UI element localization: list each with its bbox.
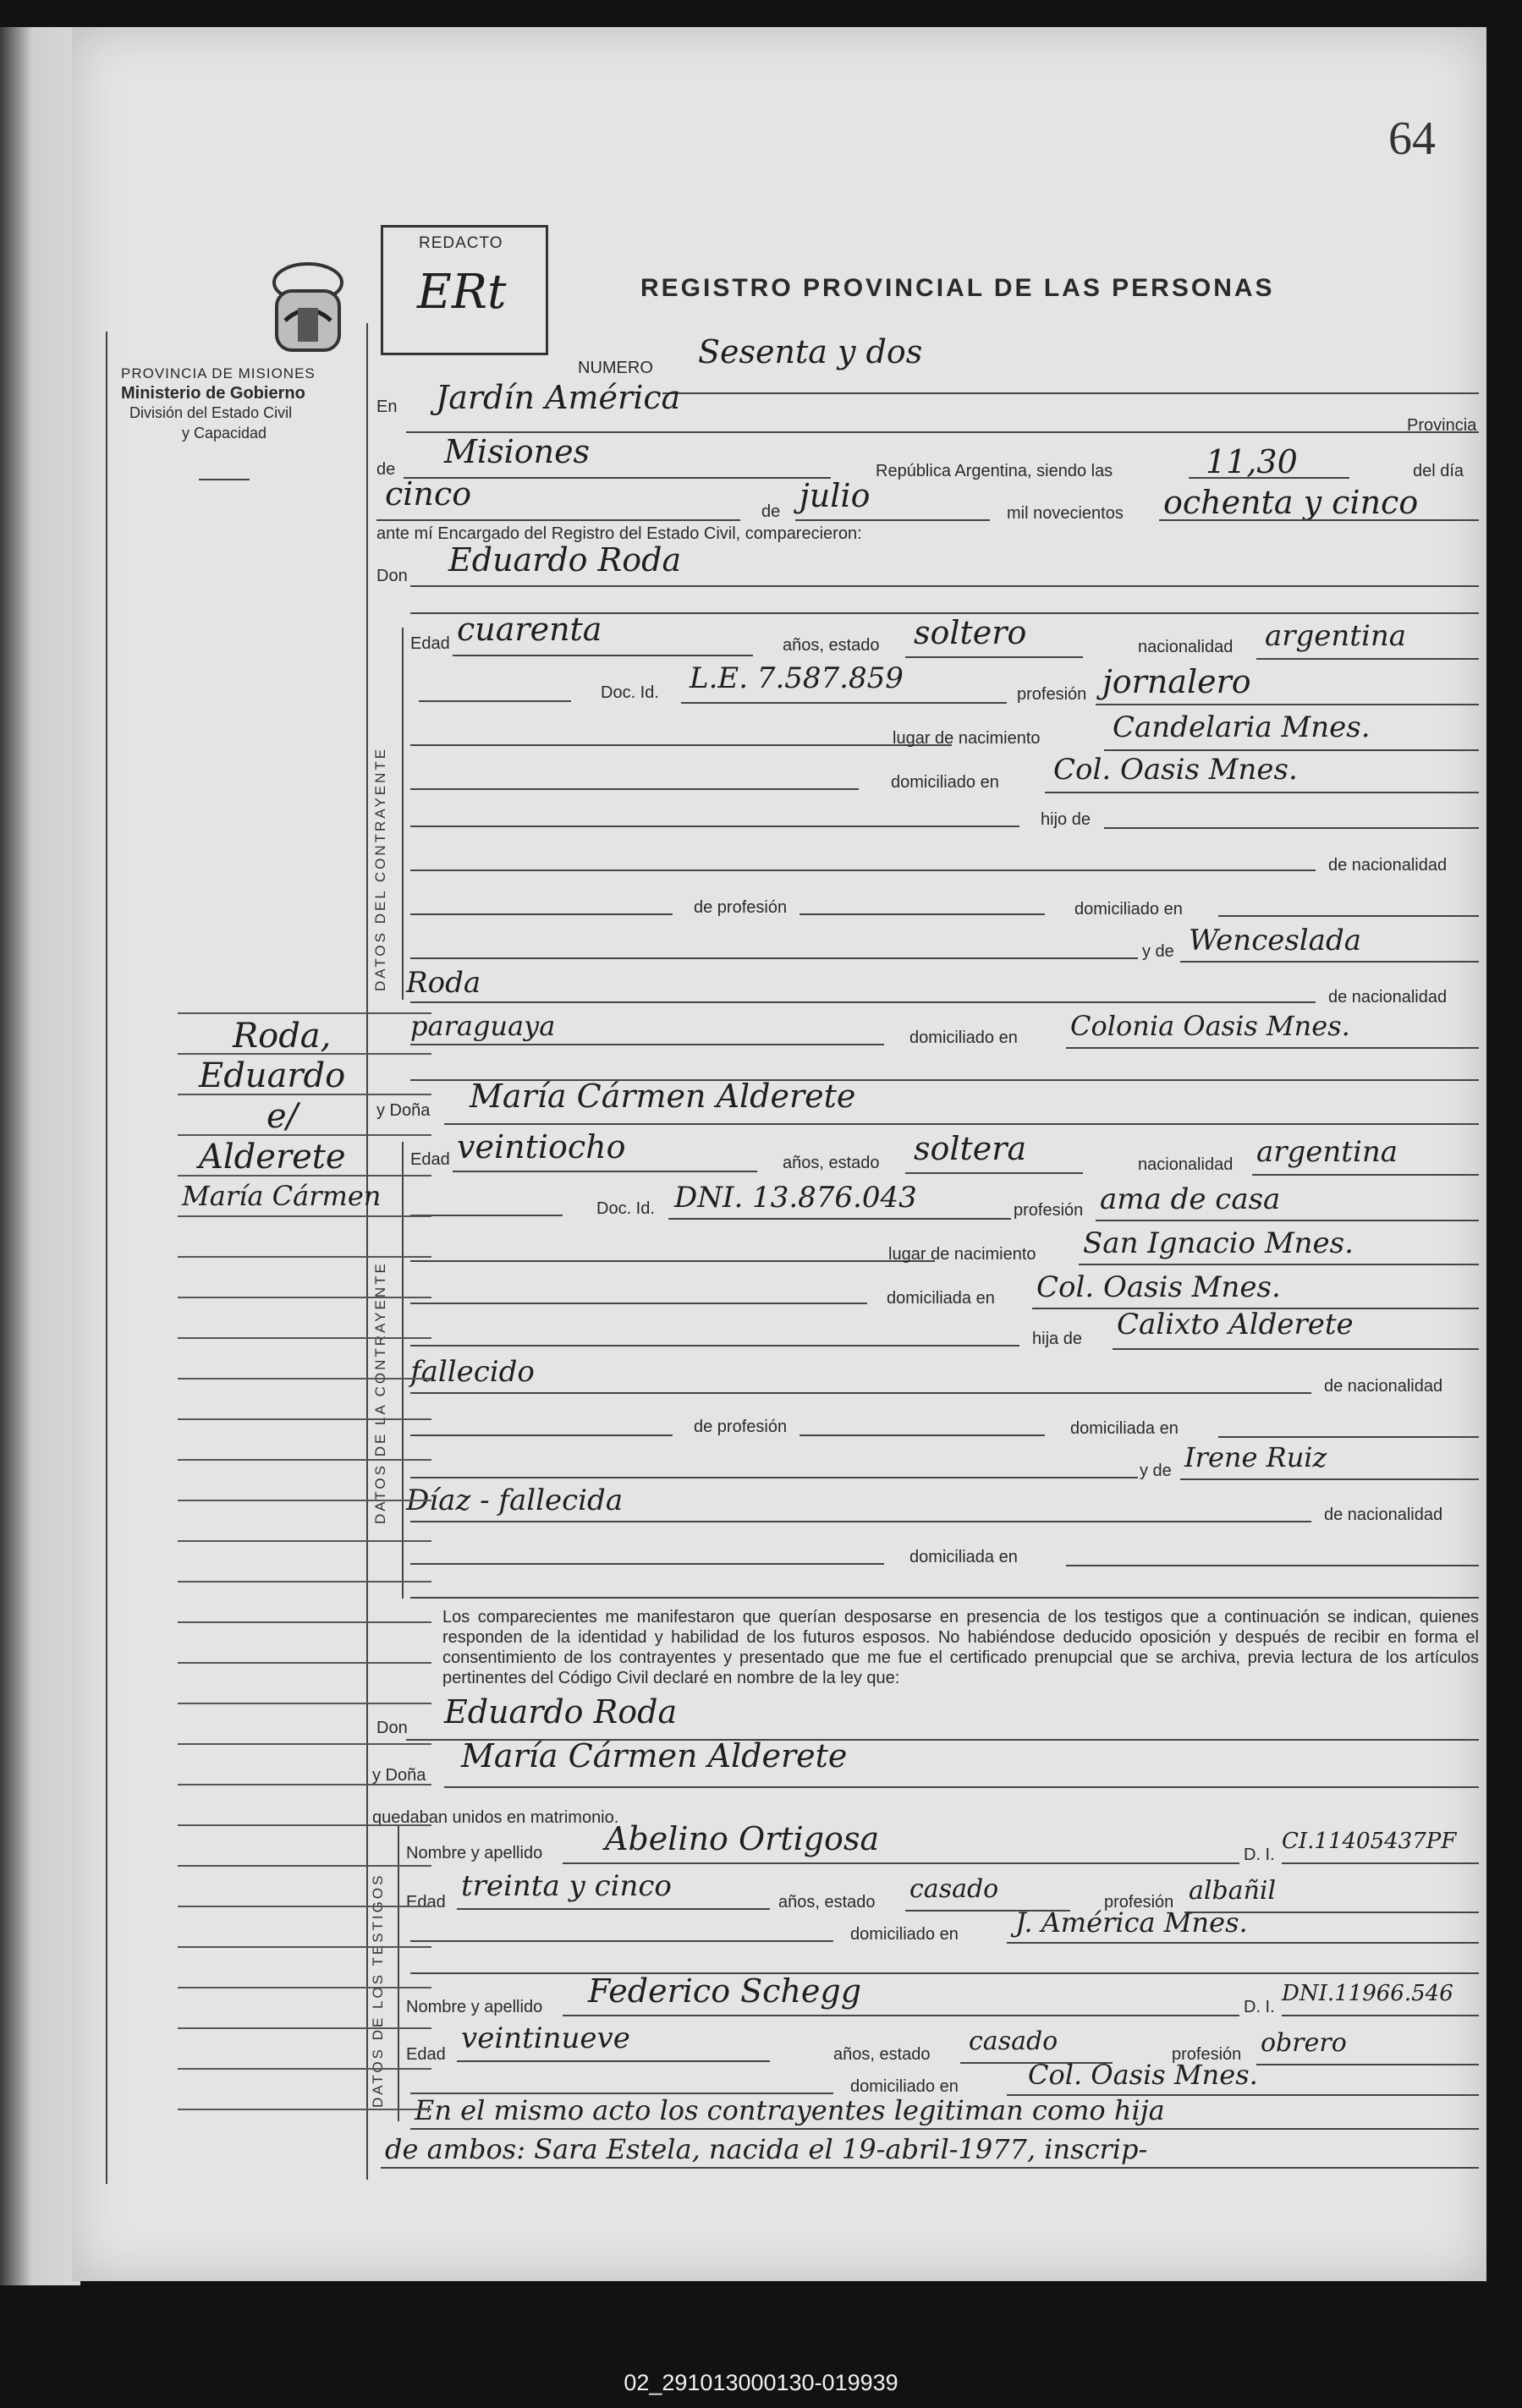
madre-nac-line [410,1044,884,1045]
y-de-label-1: y de [1142,942,1174,961]
margin-rule-line [178,1824,431,1826]
doc-lead-line [419,700,571,702]
declaration-dona: María Cármen Alderete [461,1737,848,1774]
declaration-dona-line [444,1786,1479,1788]
testigo2-estado: casado [969,2027,1058,2056]
madre-f-line [1180,1478,1479,1480]
nacionalidad-f-label: nacionalidad [1138,1155,1234,1174]
margin-rule-line [178,1459,431,1461]
domiciliado-t2-label: domiciliado en [850,2077,959,2096]
margin-rule-line [178,1865,431,1867]
margin-rule-line [178,1540,431,1542]
contrayente-edad: cuarenta [457,611,602,648]
hija-de-label: hija de [1032,1330,1082,1348]
contrayente-madre-nac: paraguaya [410,1010,556,1042]
testigo1-edad: treinta y cinco [461,1869,672,1903]
margin-rule-line [178,1743,431,1745]
margin-note-column [178,1012,431,2171]
doc-f-lead [410,1215,563,1216]
margin-rule-line [178,1418,431,1420]
domiciliado-label-3: domiciliado en [909,1028,1018,1047]
testigo1-dom-line [1007,1942,1479,1944]
contrayente-f-madre-apellido: Díaz - fallecida [406,1484,624,1517]
padre-f-prof-line [799,1434,1045,1436]
margin-rule-line [178,1297,431,1298]
testigo2-profesion: obrero [1261,2028,1347,2058]
madre-f-apellido-line [410,1521,1311,1522]
domiciliada-label-2: domiciliada en [1070,1419,1179,1438]
ministry-rule [199,479,250,480]
domiciliado-label-2: domiciliado en [1074,900,1183,919]
margin-rule-line [178,1703,431,1704]
de-nac-label-1: de nacionalidad [1328,856,1448,875]
margin-rule-line [178,1337,431,1339]
contrayente-f-estado: soltera [914,1130,1027,1167]
margin-rule-line [178,1256,431,1258]
redacto-initials: ERt [417,265,507,320]
quedaban-label: quedaban unidos en matrimonio. [372,1808,619,1827]
contrayente-f-nacionalidad: argentina [1256,1135,1398,1169]
provincia-value: Misiones [444,433,591,470]
testigo1-domicilio: J. América Mnes. [1015,1906,1248,1939]
contrayente-f-doc: DNI. 13.876.043 [674,1181,917,1215]
testigo2-di: DNI.11966.546 [1282,1981,1453,2006]
margin-rule-line [178,1621,431,1623]
hija-lead [410,1345,1019,1347]
contrayente-f-nombre: María Cármen Alderete [470,1078,856,1115]
anio-value: ochenta y cinco [1163,484,1419,521]
note-line-2: de ambos: Sara Estela, nacida el 19-abril-1977, inscrip- [385,2133,1148,2165]
left-border [106,332,107,2184]
ministry-line-3: División del Estado Civil [129,404,293,421]
note-underline-1 [410,2128,1479,2130]
di-label-1: D. I. [1244,1846,1275,1864]
testigo2-edad-line [457,2060,770,2062]
testigo2-domicilio: Col. Oasis Mnes. [1028,2059,1258,2091]
testigo2-nombre-line [563,2015,1239,2016]
domiciliada-label: domiciliada en [887,1289,995,1308]
contrayente-bracket [402,628,404,1000]
madre-f-lead [410,1477,1138,1478]
don-label: Don [376,567,408,585]
contrayente-f-section-label: DATOS DE LA CONTRAYENTE [372,1261,388,1524]
domiciliada-label-3: domiciliada en [909,1548,1018,1566]
numero-value: Sesenta y dos [698,333,923,370]
dia-line [376,519,740,521]
margin-note-line-3: e/ [266,1097,299,1136]
contrayente-nacionalidad: argentina [1265,619,1407,653]
legal-text: Los comparecientes me manifestaron que querían desposarse en presencia de los testigos que a continuación se indican, quienes responden de la identidad y habilidad de los futuros esposos. No habiéndose deducido oposición y después de recibir en forma el consentimiento de los contrayentes y presentado que me fue el certificado prenupcial que se archiva, previa lectura de los artículos pertinentes del Código Civil declaré en nombre de la ley que: [442,1608,1479,1687]
page-title: REGISTRO PROVINCIAL DE LAS PERSONAS [640,274,1275,302]
contrayente-f-lugar-nac: San Ignacio Mnes. [1083,1226,1354,1260]
testigo1-estado: casado [909,1874,999,1904]
contrayente-f-edad: veintiocho [457,1128,626,1166]
ministry-line-4: y Capacidad [182,425,267,442]
estado-f-line [905,1172,1083,1174]
margin-line [178,1094,431,1095]
nacionalidad-label: nacionalidad [1138,638,1234,656]
testigo1-di: CI.11405437PF [1282,1829,1457,1854]
numero-label: NUMERO [578,359,653,377]
padre-nac-line [410,869,1316,871]
profesion-f-label: profesión [1014,1201,1084,1220]
anos-estado-t1: años, estado [778,1893,876,1912]
contrayente-madre: Wenceslada [1189,924,1361,957]
hora-value: 11,30 [1206,443,1298,480]
dona-line [444,1123,1479,1125]
testigo1-nombre: Abelino Ortigosa [605,1820,880,1857]
numero-line [662,392,1479,394]
coat-of-arms-icon [260,257,356,364]
lugar-nac-f-line [1079,1264,1479,1265]
edad-line [453,655,753,656]
margin-rule-line [178,1987,431,1988]
madre-apellido-line [410,1001,1316,1003]
page-number: 64 [1388,112,1436,165]
testigo1-edad-line [457,1908,770,1910]
anos-estado-label: años, estado [783,636,880,655]
register-page [72,27,1486,2281]
margin-note-line-1: Roda, [233,1017,332,1056]
contrayente-profesion: jornalero [1102,663,1251,700]
anos-estado-f-label: años, estado [783,1154,880,1172]
ministry-line-1: PROVINCIA DE MISIONES [121,365,316,381]
margin-rule-line [178,2068,431,2070]
padre-f-dom-line [1218,1436,1479,1438]
margin-rule-line [178,2109,431,2110]
margin-line [178,1134,431,1136]
edad-f-label: Edad [410,1150,450,1169]
padre-f-prof-lead [410,1434,673,1436]
testigo1-di-line [1282,1862,1479,1864]
lugar-lead-line [410,744,952,746]
scan-identifier: 02_291013000130-019939 [624,2370,898,2395]
padre-prof-line [799,913,1045,915]
domiciliado-label: domiciliado en [891,773,999,792]
estado-line [905,656,1083,658]
testigo-separator [410,1972,1479,1974]
y-dona-label-2: y Doña [372,1766,426,1785]
testigo2-nombre: Federico Schegg [588,1972,862,2010]
profesion-t1-label: profesión [1104,1893,1174,1912]
madre-f-nac-line [410,1563,884,1565]
contrayente-doc: L.E. 7.587.859 [690,661,904,695]
margin-rule-line [178,1500,431,1501]
republica-label: República Argentina, siendo las [876,462,1113,480]
redacto-label: REDACTO [419,234,503,252]
testigo1-dom-lead [410,1940,833,1942]
lugar-nac-line [1104,749,1479,751]
de-nac-label-3: de nacionalidad [1324,1377,1443,1396]
profesion-f-line [1096,1220,1479,1221]
testigo2-di-line [1282,2015,1479,2016]
padre-f-nac-line [410,1392,1311,1394]
dom-lead-line [410,788,859,790]
lugar-nac-label: lugar de nacimiento [893,729,1041,748]
margin-line [178,1175,431,1177]
declaration-don: Eduardo Roda [444,1693,678,1731]
madre-lead-line [410,957,1138,959]
y-de-label-2: y de [1140,1462,1172,1480]
margin-rule-line [178,1378,431,1380]
contrayente-f-padre: Calixto Alderete [1117,1308,1354,1341]
di-label-2: D. I. [1244,1998,1275,2016]
margin-line [178,1215,431,1217]
lugar-value: Jardín América [436,379,681,416]
margin-line [178,1012,431,1014]
lugar-f-lead [410,1260,935,1262]
mil-label: mil novecientos [1007,504,1124,523]
contrayente-domicilio: Col. Oasis Mnes. [1053,753,1298,787]
padre-dom-line [1218,915,1479,917]
anio-line [1159,519,1479,521]
contrayente-f-profesion: ama de casa [1100,1182,1281,1216]
contrayente-madre-domicilio: Colonia Oasis Mnes. [1070,1010,1350,1042]
don-line [410,585,1479,587]
contrayente-section-label: DATOS DEL CONTRAYENTE [372,746,388,991]
doc-f-line [668,1218,1011,1220]
contrayente-f-madre: Irene Ruiz [1184,1441,1327,1473]
mes-value: julio [799,477,871,514]
madre-line [1180,961,1479,963]
del-dia-label: del día [1413,462,1464,480]
testigo1-profesion: albañil [1189,1876,1277,1906]
contrayente-lugar-nac: Candelaria Mnes. [1113,710,1371,744]
madre-f-dom-line [1066,1565,1479,1566]
don-label-2: Don [376,1719,408,1737]
anos-estado-t2: años, estado [833,2045,931,2064]
profesion-t2-label: profesión [1172,2045,1242,2064]
testigo2-edad: veintinueve [461,2021,630,2055]
margin-rule-line [178,1662,431,1664]
nacionalidad-line [1256,658,1479,660]
testigo1-nombre-line [563,1862,1239,1864]
hora-line [1189,477,1349,479]
hijo-de-label: hijo de [1041,810,1091,829]
don-value: Eduardo Roda [448,541,682,579]
nacionalidad-f-line [1252,1174,1479,1176]
dia-value: cinco [385,475,472,513]
madre-f-dom-line-2 [410,1597,1479,1599]
profesion-line [1096,704,1479,705]
padre-prof-lead [410,913,673,915]
note-line-1: En el mismo acto los contrayentes legitiman como hija [415,2094,1165,2126]
doc-label: Doc. Id. [601,683,659,702]
margin-line [178,1053,431,1055]
contrayente-f-domicilio: Col. Oasis Mnes. [1036,1270,1281,1304]
contrayente-f-padre-estado: fallecido [410,1355,535,1389]
mes-line [795,519,990,521]
margin-rule-line [178,1946,431,1948]
edad-f-line [453,1171,757,1172]
testigo2-profesion-line [1256,2064,1479,2065]
hijo-line [1104,827,1479,829]
profesion-label: profesión [1017,685,1087,704]
edad-t1-label: Edad [406,1893,446,1912]
de-nac-label-4: de nacionalidad [1324,1506,1443,1524]
testigos-section-label: DATOS DE LOS TESTIGOS [370,1873,386,2108]
edad-t2-label: Edad [406,2045,446,2064]
edad-label: Edad [410,634,450,653]
de-mes-label: de [761,502,781,521]
hija-line [1113,1348,1479,1350]
note-underline-2 [381,2167,1479,2169]
ministry-line-2: Ministerio de Gobierno [121,384,305,403]
doc-line [681,702,1007,704]
margin-rule-line [178,1784,431,1785]
margin-rule-line [178,1581,431,1582]
redacto-stamp [381,225,548,355]
madre-dom-line [1066,1047,1479,1049]
de-profesion-label-2: de profesión [694,1418,788,1436]
domiciliado-t1-label: domiciliado en [850,1925,959,1944]
en-label: En [376,398,398,416]
margin-rule-line [178,2027,431,2029]
de-label: de [376,460,396,479]
margin-note-line-5: María Cármen [182,1180,382,1212]
de-profesion-label-1: de profesión [694,898,788,917]
book-binding [0,27,80,2285]
margin-note-line-4: Alderete [199,1138,346,1177]
ante-label: ante mí Encargado del Registro del Estado Civil, comparecieron: [376,524,862,543]
hijo-lead-line [410,826,1019,827]
contrayente-madre-apellido: Roda [406,966,481,1000]
contrayente-estado: soltero [914,614,1027,651]
margin-note-line-2: Eduardo [199,1056,346,1095]
provincia-label: Provincia [1407,416,1477,435]
de-nac-label-2: de nacionalidad [1328,988,1448,1007]
nombre-label-2: Nombre y apellido [406,1998,543,2016]
dom-f-lead [410,1303,867,1304]
y-dona-label: y Doña [376,1101,431,1120]
nombre-label-1: Nombre y apellido [406,1844,543,1862]
doc-f-label: Doc. Id. [596,1199,655,1218]
lugar-nac-f-label: lugar de nacimiento [888,1245,1036,1264]
domicilio-line [1045,792,1479,793]
margin-rule-line [178,1906,431,1907]
